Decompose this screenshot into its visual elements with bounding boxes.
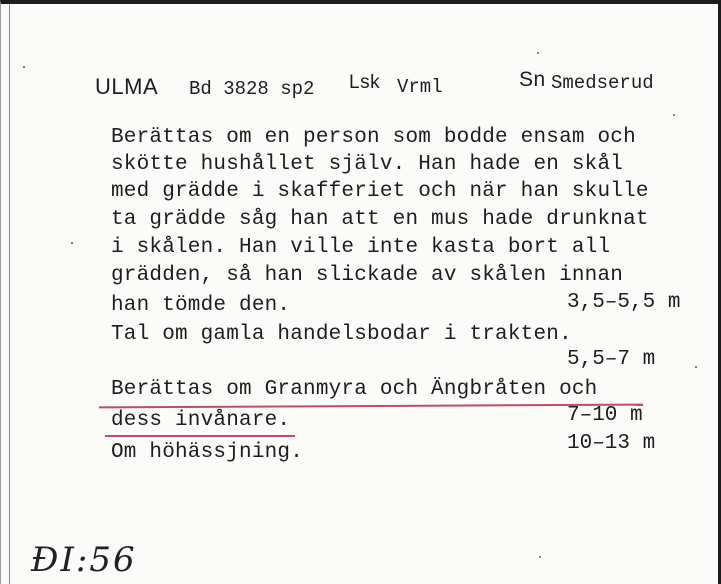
text-line: i skålen. Han ville inte kasta bort all — [111, 236, 611, 259]
text-line: Om höhässjning. — [111, 441, 304, 464]
measurement: 10–13 m — [567, 432, 656, 455]
text-line: med grädde i skafferiet och när han skulle — [111, 180, 649, 203]
paper-speck — [673, 114, 675, 116]
paper-speck — [539, 556, 541, 558]
handwritten-note: ĐI:56 — [31, 540, 137, 580]
highlight-underline — [99, 404, 643, 409]
paper-speck — [537, 52, 539, 54]
text-line: Tal om gamla handelsbodar i trakten. — [111, 323, 572, 346]
text-line: han tömde den. — [111, 294, 291, 317]
paper-speck — [23, 66, 25, 68]
text-line: grädden, så han slickade av skålen innan — [111, 264, 624, 287]
volume-ref: Bd 3828 sp2 — [189, 78, 315, 100]
text-line: dess invånare. — [111, 409, 291, 432]
parish-code: Sn — [519, 68, 546, 91]
card-left-edge — [9, 4, 10, 584]
measurement: 7–10 m — [567, 404, 643, 427]
measurement: 5,5–7 m — [567, 348, 656, 371]
province-code: Lsk — [349, 72, 381, 93]
measurement: 3,5–5,5 m — [567, 291, 681, 314]
paper-speck — [71, 242, 73, 244]
archive-code: ULMA — [95, 74, 159, 99]
text-line: Berättas om Granmyra och Ängbråten och — [111, 378, 598, 401]
text-line: Berättas om en person som bodde ensam och — [111, 126, 636, 149]
text-line: skötte hushållet själv. Han hade en skål — [111, 153, 624, 176]
highlight-underline — [105, 435, 295, 437]
paper-speck — [695, 366, 697, 368]
province: Vrml — [397, 76, 443, 98]
text-line: ta grädde såg han att en mus hade drunknat — [111, 208, 649, 231]
place-name: Smedserud — [551, 72, 654, 94]
